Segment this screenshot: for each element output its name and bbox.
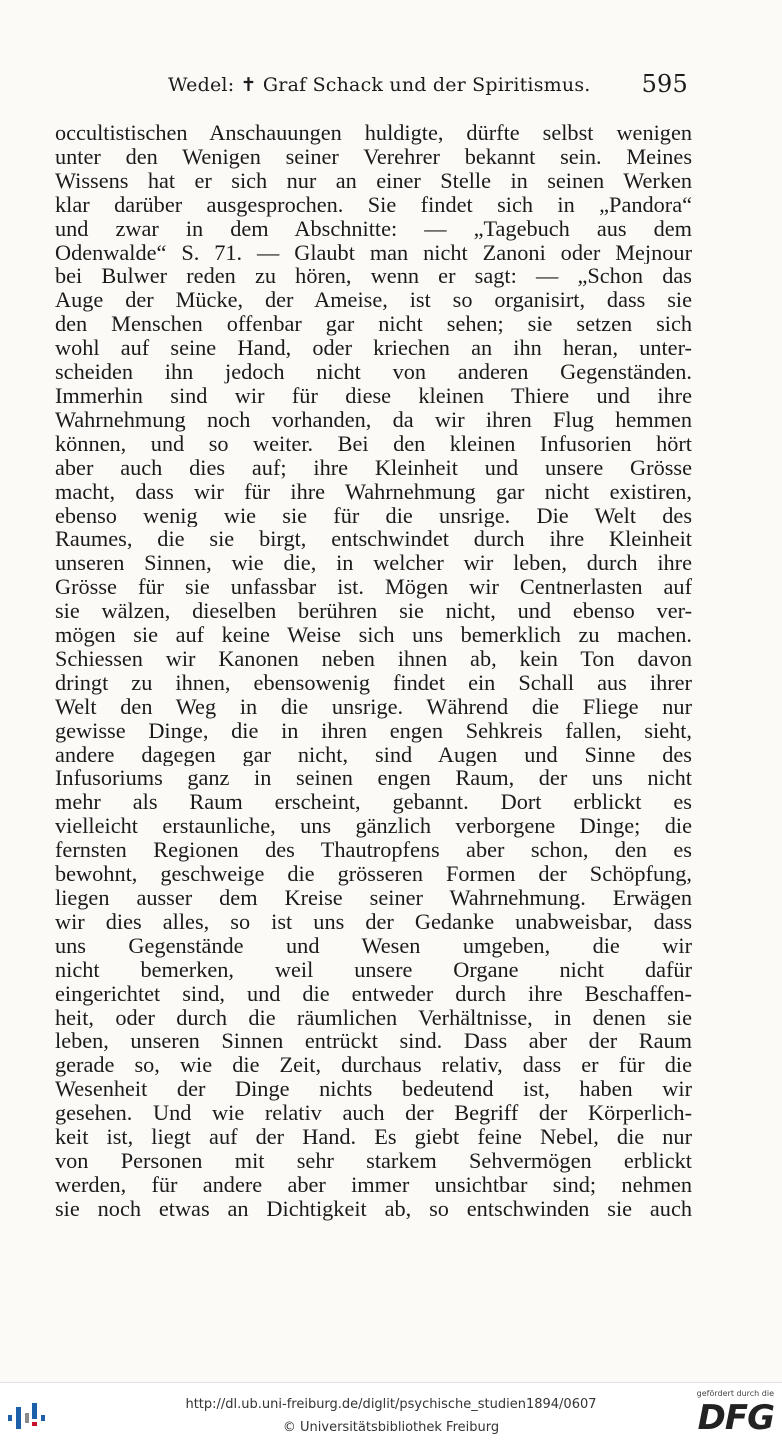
dfg-caption: gefördert durch die <box>696 1389 774 1398</box>
text-line: ebenso wenig wie sie für die unsrige. Die Welt des <box>55 503 692 528</box>
text-line: gerade so, wie die Zeit, durchaus relativ, dass er für die <box>55 1053 692 1078</box>
dfg-logo: DFG <box>697 1398 774 1438</box>
text-line: Auge der Mücke, der Ameise, ist so organisirt, dass sie <box>55 288 692 313</box>
text-line: unseren Sinnen, wie die, in welcher wir leben, durch ihre <box>55 551 692 576</box>
text-line: werden, für andere aber immer unsichtbar sind; nehmen <box>55 1172 692 1197</box>
body-text <box>55 121 692 1221</box>
text-line: Grösse für sie unfassbar ist. Mögen wir Centnerlasten auf <box>55 575 692 600</box>
document-url-link[interactable]: http://dl.ub.uni-freiburg.de/diglit/psychische_studien1894/0607 <box>185 1397 597 1412</box>
text-line: scheiden ihn jedoch nicht von anderen Gegenständen. <box>55 360 692 384</box>
text-line: sie wälzen, dieselben berühren sie nicht, und ebenso ver- <box>55 599 692 624</box>
text-line: unter den Wenigen seiner Verehrer bekannt sein. Meines <box>55 144 692 169</box>
text-line: klar darüber ausgesprochen. Sie findet sich in „Pandora“ <box>55 192 692 217</box>
text-line: sie noch etwas an Dichtigkeit ab, so entschwinden sie auch <box>55 1196 692 1221</box>
page-number: 595 <box>641 70 688 98</box>
text-line: von Personen mit sehr starkem Sehvermögen erblickt <box>55 1148 692 1173</box>
text-line: macht, dass wir für ihre Wahrnehmung gar nicht existiren, <box>55 479 692 504</box>
viewer-footer <box>0 1382 782 1441</box>
text-line: uns Gegenstände und Wesen umgeben, die wir <box>55 933 692 958</box>
text-line: liegen ausser dem Kreise seiner Wahrnehmung. Erwägen <box>55 886 692 910</box>
text-line: vielleicht erstaunliche, uns gänzlich verborgene Dinge; die <box>55 814 692 839</box>
text-line: bei Bulwer reden zu hören, wenn er sagt: — „Schon das <box>55 264 692 289</box>
text-line: heit, oder durch die räumlichen Verhältnisse, in denen sie <box>55 1005 692 1030</box>
text-line: dringt zu ihnen, ebensowenig findet ein Schall aus ihrer <box>55 670 692 695</box>
text-line: bewohnt, geschweige die grösseren Formen der Schöpfung, <box>55 862 692 886</box>
text-line: Odenwalde“ S. 71. — Glaubt man nicht Zanoni oder Mejnour <box>55 240 692 265</box>
text-line: andere dagegen gar nicht, sind Augen und Sinne des <box>55 742 692 767</box>
running-title: Wedel: ✝ Graf Schack und der Spiritismus. <box>168 74 591 96</box>
text-line: Wesenheit der Dinge nichts bedeutend ist, haben wir <box>55 1077 692 1102</box>
text-line: leben, unseren Sinnen entrückt sind. Dass aber der Raum <box>55 1029 692 1054</box>
text-line: eingerichtet sind, und die entweder durch ihre Beschaffen- <box>55 981 692 1006</box>
running-head <box>168 70 688 104</box>
copyright-notice: © Universitätsbibliothek Freiburg <box>282 1420 500 1435</box>
dfg-funding-badge[interactable] <box>692 1389 774 1437</box>
text-line: aber auch dies auf; ihre Kleinheit und unsere Grösse <box>55 455 692 480</box>
text-line: gesehen. Und wie relativ auch der Begriff der Körperlich- <box>55 1101 692 1126</box>
text-line: Raumes, die sie birgt, entschwindet durch ihre Kleinheit <box>55 527 692 552</box>
text-line: und zwar in dem Abschnitte: — „Tagebuch aus dem <box>55 216 692 241</box>
text-line: keit ist, liegt auf der Hand. Es giebt feine Nebel, die nur <box>55 1125 692 1149</box>
text-line: fernsten Regionen des Thautropfens aber schon, den es <box>55 838 692 863</box>
text-line: mehr als Raum erscheint, gebannt. Dort erblickt es <box>55 790 692 815</box>
text-line: Immerhin sind wir für diese kleinen Thiere und ihre <box>55 383 692 408</box>
text-line: occultistischen Anschauungen huldigte, dürfte selbst wenigen <box>55 121 692 145</box>
text-line: wir dies alles, so ist uns der Gedanke unabweisbar, dass <box>55 909 692 934</box>
text-line: Infusoriums ganz in seinen engen Raum, der uns nicht <box>55 766 692 791</box>
text-line: können, und so weiter. Bei den kleinen Infusorien hört <box>55 431 692 456</box>
text-line: Wissens hat er sich nur an einer Stelle in seinen Werken <box>55 168 692 193</box>
text-line: gewisse Dinge, die in ihren engen Sehkreis fallen, sieht, <box>55 718 692 743</box>
text-line: Schiessen wir Kanonen neben ihnen ab, kein Ton davon <box>55 646 692 671</box>
text-line: den Menschen offenbar gar nicht sehen; sie setzen sich <box>55 312 692 337</box>
text-line: Welt den Weg in die unsrige. Während die Fliege nur <box>55 694 692 719</box>
text-line: nicht bemerken, weil unsere Organe nicht dafür <box>55 957 692 982</box>
text-line: wohl auf seine Hand, oder kriechen an ihn heran, unter- <box>55 336 692 361</box>
text-line: mögen sie auf keine Weise sich uns bemerklich zu machen. <box>55 623 692 647</box>
text-line: Wahrnehmung noch vorhanden, da wir ihren Flug hemmen <box>55 407 692 432</box>
